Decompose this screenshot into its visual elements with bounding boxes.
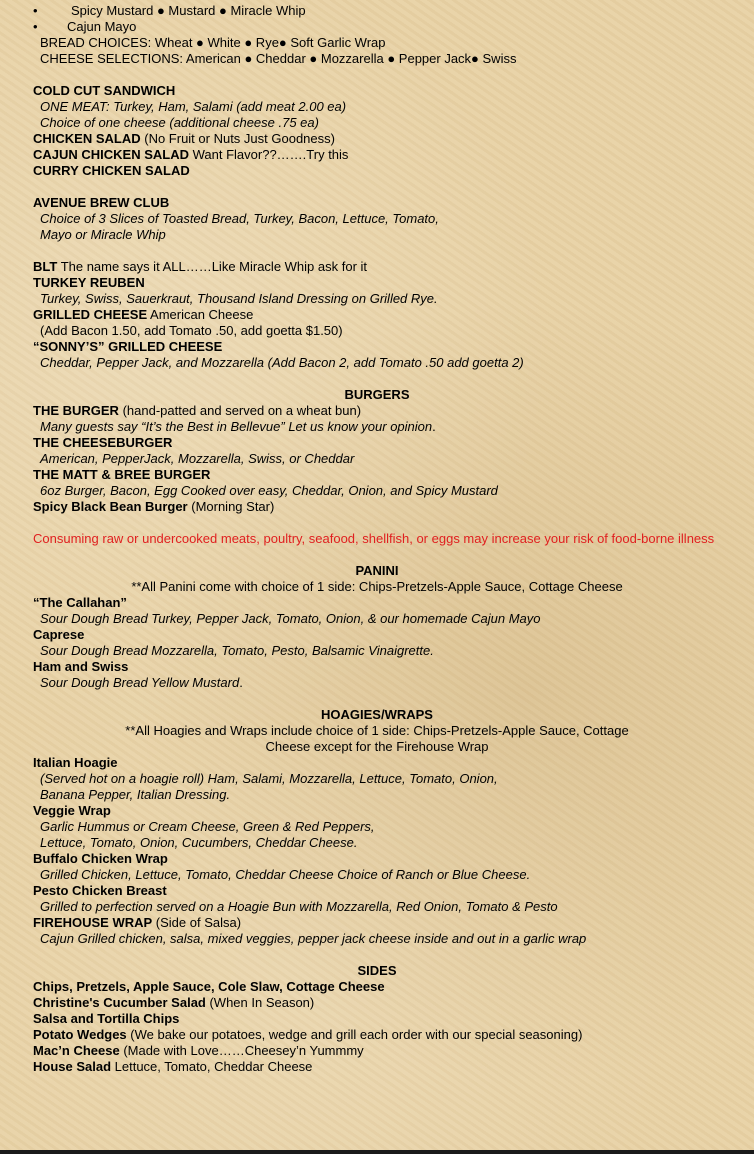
item-name-turkey-reuben: TURKEY REUBEN <box>33 275 145 290</box>
section-note-hoagies-1: **All Hoagies and Wraps include choice of 1 side: Chips-Pretzels-Apple Sauce, Cottage <box>125 723 629 738</box>
item-desc: Many guests say “It’s the Best in Bellevue” Let us know your opinion <box>40 419 433 434</box>
item-name: CAJUN CHICKEN SALAD <box>33 147 190 162</box>
item-name: Mac’n Cheese <box>33 1043 120 1058</box>
side-item <box>33 1059 721 1075</box>
item-name: BLT <box>33 259 58 274</box>
item-note: Want Flavor??…….Try this <box>189 147 349 162</box>
item-desc: ONE MEAT: Turkey, Ham, Salami (add meat 2.00 ea) <box>40 99 347 114</box>
section-heading-hoagies: HOAGIES/WRAPS <box>321 707 433 722</box>
menu-item-grilled-cheese <box>33 307 721 323</box>
section-heading-burgers: BURGERS <box>344 387 410 402</box>
item-desc: 6oz Burger, Bacon, Egg Cooked over easy, Cheddar, Onion, and Spicy Mustard <box>40 483 498 498</box>
item-name: Christine's Cucumber Salad <box>33 995 206 1010</box>
item-desc-line <box>33 419 721 435</box>
item-name: House Salad <box>33 1059 112 1074</box>
item-name-ham-and-swiss: Ham and Swiss <box>33 659 129 674</box>
menu-document <box>33 3 721 1075</box>
side-item <box>33 1011 721 1027</box>
item-desc-end: . <box>239 675 243 690</box>
item-name: CURRY CHICKEN SALAD <box>33 163 190 178</box>
item-name-cheeseburger: THE CHEESEBURGER <box>33 435 173 450</box>
item-note: (No Fruit or Nuts Just Goodness) <box>140 131 335 146</box>
item-desc: Choice of 3 Slices of Toasted Bread, Turkey, Bacon, Lettuce, Tomato, <box>40 211 439 226</box>
item-note: American Cheese <box>147 307 254 322</box>
bullet-glyph: • <box>33 19 38 34</box>
item-desc: Grilled Chicken, Lettuce, Tomato, Cheddar Cheese Choice of Ranch or Blue Cheese. <box>40 867 531 882</box>
condiment-line: Spicy Mustard ● Mustard ● Miracle Whip <box>71 3 306 18</box>
item-desc: Sour Dough Bread Mozzarella, Tomato, Pesto, Balsamic Vinaigrette. <box>40 643 434 658</box>
menu-item-blt <box>33 259 721 275</box>
bottom-border <box>0 1150 754 1154</box>
item-note: (Made with Love……Cheesey’n Yummmy <box>119 1043 364 1058</box>
item-note: Lettuce, Tomato, Cheddar Cheese <box>111 1059 313 1074</box>
item-desc: Turkey, Swiss, Sauerkraut, Thousand Island Dressing on Grilled Rye. <box>40 291 438 306</box>
item-name-callahan: “The Callahan” <box>33 595 127 610</box>
item-name-veggie-wrap: Veggie Wrap <box>33 803 111 818</box>
item-name: Chips, Pretzels, Apple Sauce, Cole Slaw, Cottage Cheese <box>33 979 385 994</box>
item-desc: (Add Bacon 1.50, add Tomato .50, add goetta $1.50) <box>40 323 343 338</box>
menu-item-black-bean-burger <box>33 499 721 515</box>
item-desc: Lettuce, Tomato, Onion, Cucumbers, Cheddar Cheese. <box>40 835 358 850</box>
item-desc: Cajun Grilled chicken, salsa, mixed veggies, pepper jack cheese inside and out in a garlic wrap <box>40 931 587 946</box>
item-desc: Sour Dough Bread Turkey, Pepper Jack, Tomato, Onion, & our homemade Cajun Mayo <box>40 611 541 626</box>
item-name-pesto-chicken-breast: Pesto Chicken Breast <box>33 883 167 898</box>
item-name: GRILLED CHEESE <box>33 307 148 322</box>
item-note: (We bake our potatoes, wedge and grill each order with our special seasoning) <box>126 1027 583 1042</box>
item-name-matt-bree-burger: THE MATT & BREE BURGER <box>33 467 211 482</box>
item-name-avenue-brew-club: AVENUE BREW CLUB <box>33 195 170 210</box>
condiment-line: Cajun Mayo <box>67 19 137 34</box>
cheese-selections: CHEESE SELECTIONS: American ● Cheddar ● Mozzarella ● Pepper Jack● Swiss <box>40 51 517 66</box>
section-note-hoagies-2: Cheese except for the Firehouse Wrap <box>265 739 489 754</box>
condiment-bullet-1 <box>33 3 721 19</box>
item-desc: Banana Pepper, Italian Dressing. <box>40 787 231 802</box>
item-desc-line <box>33 675 721 691</box>
item-desc: Garlic Hummus or Cream Cheese, Green & Red Peppers, <box>40 819 375 834</box>
item-desc: Grilled to perfection served on a Hoagie Bun with Mozzarella, Red Onion, Tomato & Pesto <box>40 899 558 914</box>
item-desc: Sour Dough Bread Yellow Mustard <box>40 675 240 690</box>
item-note: The name says it ALL……Like Miracle Whip ask for it <box>57 259 368 274</box>
item-name: Salsa and Tortilla Chips <box>33 1011 180 1026</box>
side-item <box>33 1043 721 1059</box>
menu-item-cajun-chicken-salad <box>33 147 721 163</box>
side-item <box>33 1027 721 1043</box>
side-item <box>33 979 721 995</box>
item-name: Potato Wedges <box>33 1027 127 1042</box>
side-item <box>33 995 721 1011</box>
item-note: (When In Season) <box>205 995 315 1010</box>
section-heading-panini: PANINI <box>355 563 399 578</box>
item-desc: American, PepperJack, Mozzarella, Swiss, or Cheddar <box>40 451 355 466</box>
bread-choices: BREAD CHOICES: Wheat ● White ● Rye● Soft Garlic Wrap <box>40 35 386 50</box>
condiment-bullet-2 <box>33 19 721 35</box>
menu-item-the-burger <box>33 403 721 419</box>
item-desc-end: . <box>432 419 436 434</box>
section-note-panini: **All Panini come with choice of 1 side: Chips-Pretzels-Apple Sauce, Cottage Cheese <box>131 579 623 594</box>
item-name: FIREHOUSE WRAP <box>33 915 153 930</box>
food-safety-warning: Consuming raw or undercooked meats, poultry, seafood, shellfish, or eggs may increase your risk of food-borne illness <box>33 531 715 546</box>
item-name-sonnys-grilled-cheese: “SONNY’S” GRILLED CHEESE <box>33 339 223 354</box>
item-note: (Side of Salsa) <box>152 915 242 930</box>
item-desc: Cheddar, Pepper Jack, and Mozzarella (Add Bacon 2, add Tomato .50 add goetta 2) <box>40 355 524 370</box>
item-desc: Choice of one cheese (additional cheese .75 ea) <box>40 115 319 130</box>
item-name: THE BURGER <box>33 403 119 418</box>
item-desc: (Served hot on a hoagie roll) Ham, Salami, Mozzarella, Lettuce, Tomato, Onion, <box>40 771 498 786</box>
item-name-cold-cut: COLD CUT SANDWICH <box>33 83 176 98</box>
item-name: Spicy Black Bean Burger <box>33 499 188 514</box>
item-name: CHICKEN SALAD <box>33 131 141 146</box>
item-desc: Mayo or Miracle Whip <box>40 227 166 242</box>
item-name-buffalo-chicken-wrap: Buffalo Chicken Wrap <box>33 851 168 866</box>
menu-item-chicken-salad <box>33 131 721 147</box>
item-name-caprese: Caprese <box>33 627 85 642</box>
section-heading-sides: SIDES <box>357 963 397 978</box>
item-note: (hand-patted and served on a wheat bun) <box>118 403 362 418</box>
menu-item-firehouse-wrap <box>33 915 721 931</box>
bullet-glyph: • <box>33 3 38 18</box>
item-name-italian-hoagie: Italian Hoagie <box>33 755 118 770</box>
item-note: (Morning Star) <box>187 499 275 514</box>
menu-item-curry-chicken-salad <box>33 163 721 179</box>
